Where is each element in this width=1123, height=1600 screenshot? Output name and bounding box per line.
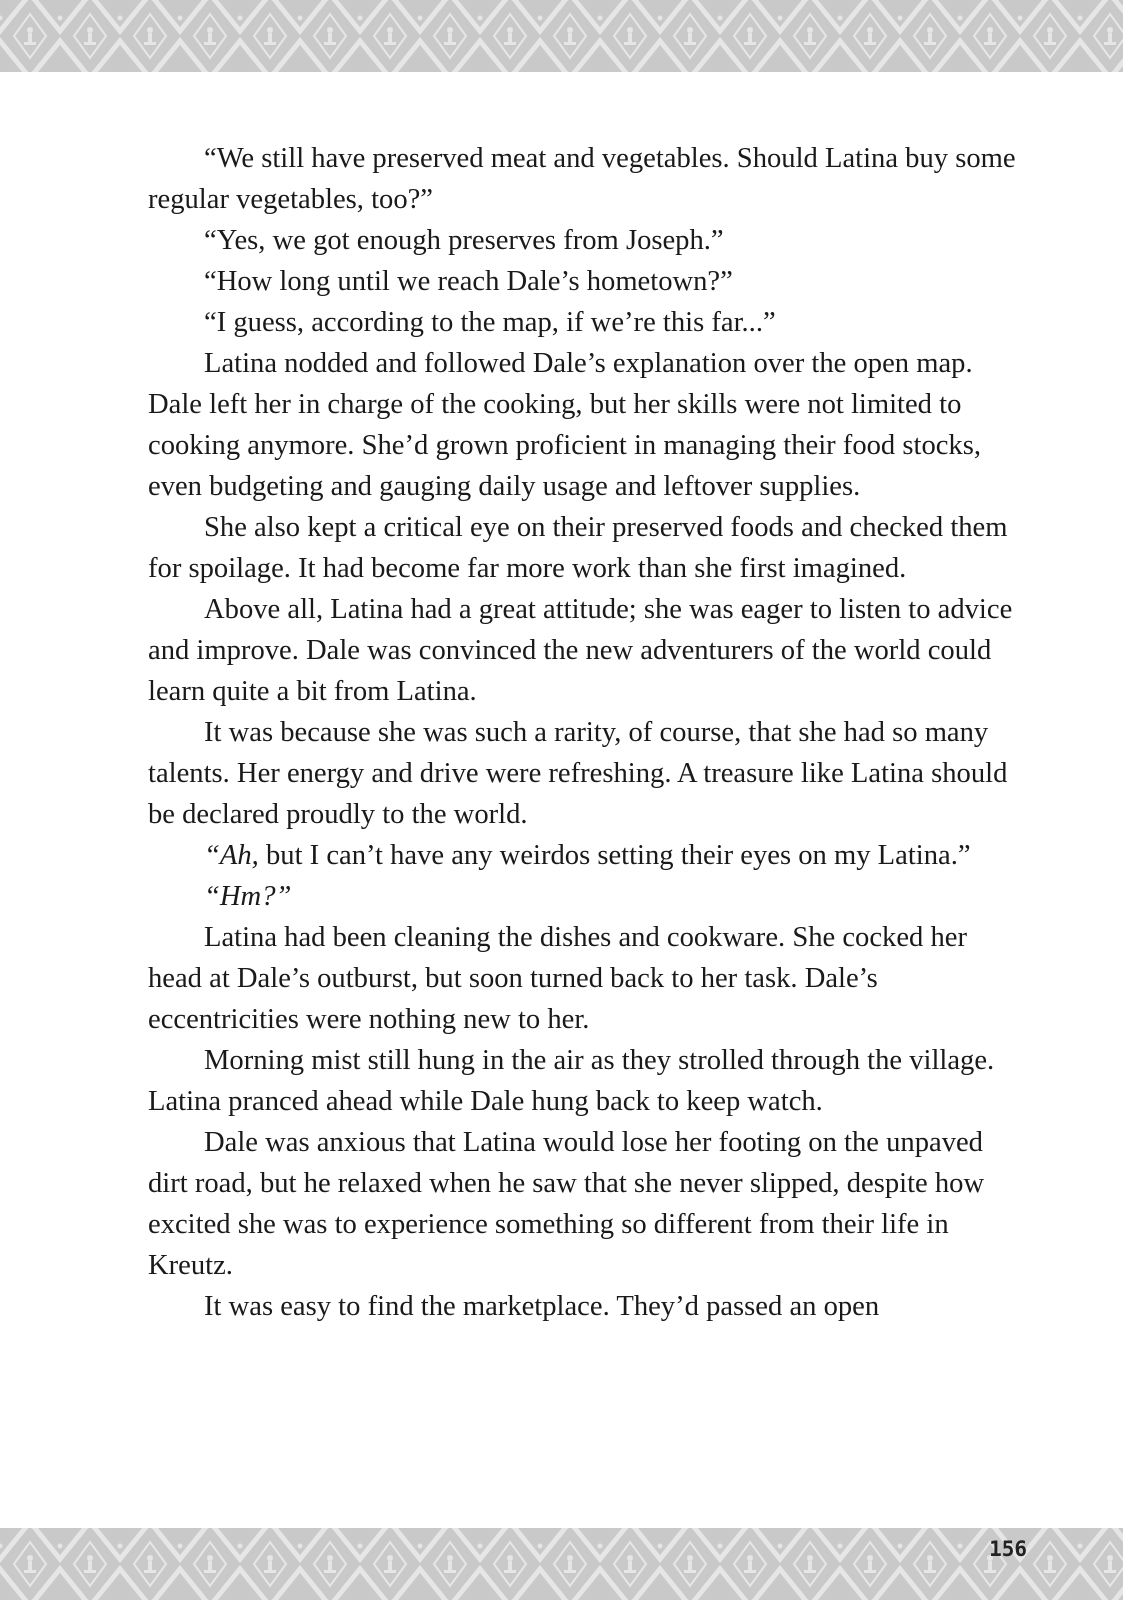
italic-ah: “Ah, xyxy=(204,840,259,871)
paragraph: “We still have preserved meat and vegetables. Should Latina buy some regular vegetables, too?” xyxy=(148,143,1016,215)
paragraph: Morning mist still hung in the air as they strolled through the village. Latina pranced ahead while Dale hung back to keep watch. xyxy=(148,1045,995,1117)
paragraph-ah-rest: but I can’t have any weirdos setting their eyes on my Latina.” xyxy=(258,840,971,871)
paragraph: Latina had been cleaning the dishes and cookware. She cocked her head at Dale’s outburst, but soon turned back to her task. Dale’s eccentricities were nothing new to her. xyxy=(148,922,967,1035)
page-text xyxy=(148,138,1028,1327)
paragraph: It was because she was such a rarity, of course, that she had so many talents. Her energy and drive were refreshing. A treasure like Latina should be declared proudly to the world. xyxy=(148,717,1008,830)
page-number: 156 xyxy=(989,1537,1027,1561)
top-decorative-band xyxy=(0,0,1123,72)
paragraph: Above all, Latina had a great attitude; she was eager to listen to advice and improve. Dale was convinced the new adventurers of the world could learn quite a bit from Latina. xyxy=(148,594,1013,707)
paragraph: Dale was anxious that Latina would lose her footing on the unpaved dirt road, but he relaxed when he saw that she never slipped, despite how excited she was to experience something so different from their life in Kreutz. xyxy=(148,1127,985,1281)
bottom-pattern xyxy=(0,1528,1123,1600)
paragraph: “I guess, according to the map, if we’re this far...” xyxy=(204,307,776,338)
top-pattern xyxy=(0,0,1123,72)
paragraph: Latina nodded and followed Dale’s explanation over the open map. Dale left her in charge of the cooking, but her skills were not limited to cooking anymore. She’d grown proficient in managing their food stocks, even budgeting and gauging daily usage and leftover supplies. xyxy=(148,348,982,502)
paragraph: “Yes, we got enough preserves from Joseph.” xyxy=(204,225,724,256)
italic-hm: “Hm?” xyxy=(204,881,292,912)
paragraph-ah xyxy=(148,835,1028,876)
paragraph: “How long until we reach Dale’s hometown?” xyxy=(204,266,733,297)
paragraph-hm xyxy=(148,876,1028,917)
bottom-decorative-band xyxy=(0,1528,1123,1600)
paragraph: It was easy to find the marketplace. They’d passed an open xyxy=(204,1291,880,1322)
paragraph: She also kept a critical eye on their preserved foods and checked them for spoilage. It had become far more work than she first imagined. xyxy=(148,512,1008,584)
